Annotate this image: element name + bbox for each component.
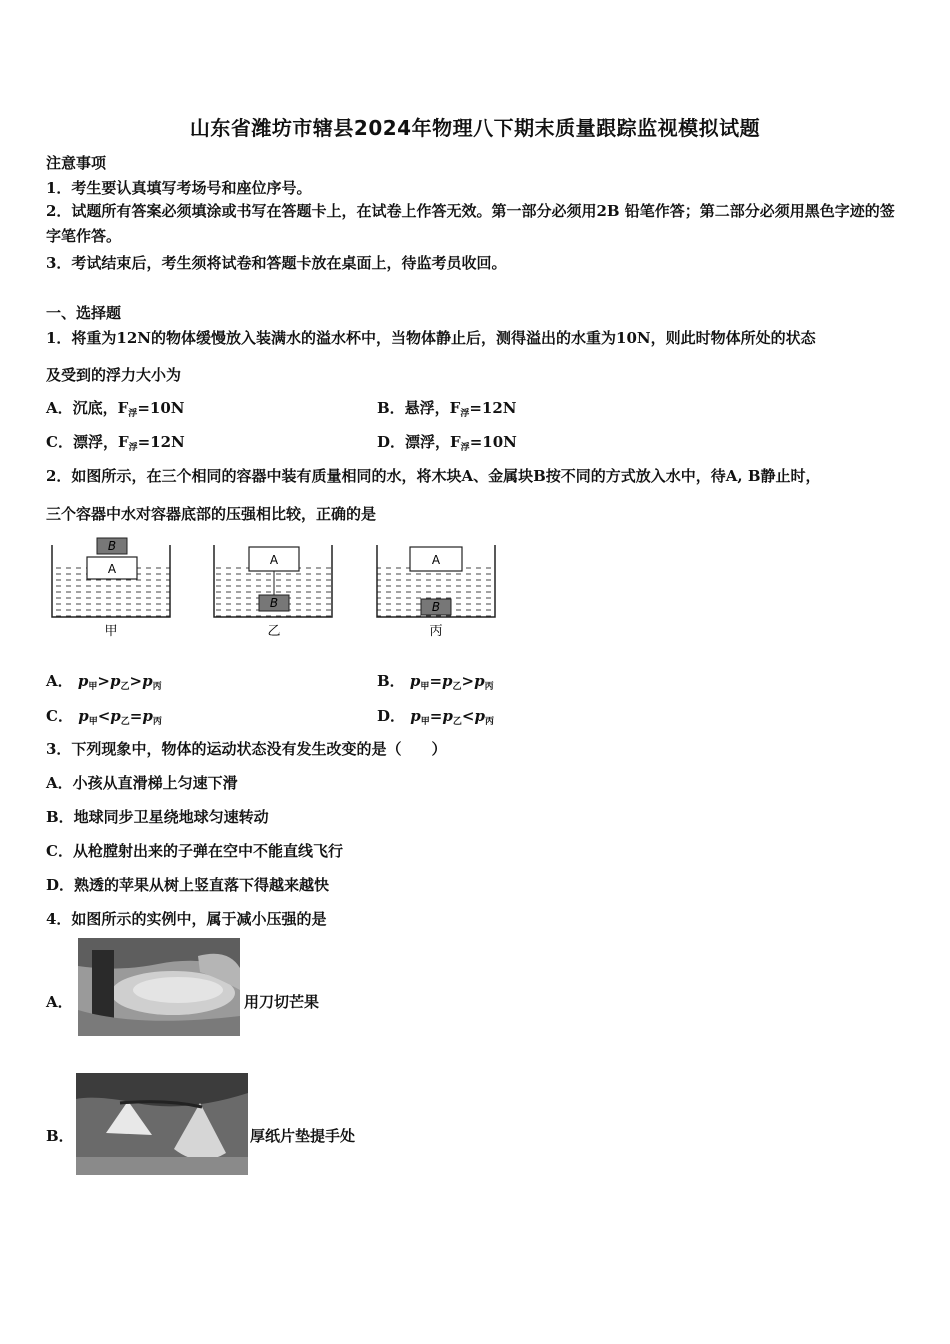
option-text: C．漂浮，F: [46, 433, 129, 451]
figure-label-yi: 乙: [267, 624, 281, 639]
subscript: 丙: [152, 682, 162, 692]
pressure-symbol: p: [109, 672, 121, 690]
subscript: 乙: [452, 717, 462, 727]
block-b-label: B: [269, 596, 279, 610]
option-letter: D．: [377, 707, 406, 725]
block-a-label: A: [269, 553, 279, 567]
q2-option-b[interactable]: [377, 670, 494, 692]
option-text: A．沉底，F: [46, 399, 129, 417]
option-text: =10N: [137, 399, 185, 417]
notice-heading: 注意事项: [46, 154, 107, 172]
notice-item-1: 1．考生要认真填写考场号和座位序号。: [46, 179, 312, 197]
q1-option-b[interactable]: [377, 397, 517, 419]
operator: >: [97, 672, 110, 690]
option-letter: B．: [377, 672, 405, 690]
operator: =: [129, 707, 143, 725]
block-b-label: B: [107, 539, 117, 553]
pressure-symbol: p: [442, 707, 453, 725]
container-figure: [45, 535, 505, 645]
option-text: =12N: [137, 433, 185, 451]
pressure-symbol: p: [474, 672, 485, 690]
figure-label-bing: 丙: [429, 624, 443, 639]
q1-stem-line1: 1．将重为12N的物体缓慢放入装满水的溢水杯中，当物体静止后，测得溢出的水重为10N，则此时物体所处的状态: [46, 329, 816, 347]
pressure-symbol: p: [142, 707, 153, 725]
option-text: D．漂浮，F: [377, 433, 461, 451]
pressure-symbol: p: [110, 707, 121, 725]
subscript: 丙: [484, 682, 494, 692]
q4-option-a-letter[interactable]: A．: [46, 993, 73, 1011]
pressure-symbol: p: [142, 672, 153, 690]
pressure-symbol: p: [409, 672, 421, 690]
subscript: 浮: [128, 443, 138, 453]
subscript: 丙: [484, 717, 494, 727]
subscript: 丙: [152, 717, 162, 727]
q2-option-a[interactable]: [46, 670, 162, 692]
pressure-symbol: p: [410, 707, 421, 725]
operator: >: [129, 672, 143, 690]
subscript: 浮: [460, 443, 470, 453]
operator: =: [429, 672, 443, 690]
q4-stem: 4．如图所示的实例中，属于减小压强的是: [46, 910, 327, 928]
option-text: B．悬浮，F: [377, 399, 461, 417]
pressure-symbol: p: [78, 707, 89, 725]
option-text: =12N: [469, 399, 517, 417]
operator: <: [461, 707, 475, 725]
subscript: 甲: [88, 682, 98, 692]
container-bing: [377, 545, 495, 639]
operator: >: [461, 672, 475, 690]
q2-option-d[interactable]: [377, 705, 494, 727]
notice-item-2: 2．试题所有答案必须填涂或书写在答题卡上，在试卷上作答无效。第一部分必须用2B 铅笔作答；第二部分必须用黑色字迹的签字笔作答。: [46, 202, 895, 245]
block-a-label: A: [431, 553, 441, 567]
pressure-symbol: p: [77, 672, 89, 690]
subscript: 浮: [128, 409, 138, 419]
container-jia: [52, 538, 170, 639]
option-text: =10N: [469, 433, 517, 451]
operator: =: [429, 707, 443, 725]
block-a-label: A: [107, 562, 117, 576]
operator: <: [97, 707, 111, 725]
subscript: 甲: [88, 717, 98, 727]
block-b-label: B: [431, 600, 441, 614]
section-heading: 一、选择题: [46, 304, 122, 322]
mango-knife-photo: [78, 938, 240, 1036]
q1-stem-line2: 及受到的浮力大小为: [46, 366, 182, 384]
subscript: 乙: [120, 717, 130, 727]
q1-option-c[interactable]: [46, 431, 185, 453]
q4-option-a-caption: 用刀切芒果: [244, 993, 320, 1011]
q1-option-a[interactable]: [46, 397, 184, 419]
subscript: 浮: [460, 409, 470, 419]
q3-option-c[interactable]: C．从枪膛射出来的子弹在空中不能直线飞行: [46, 842, 343, 860]
q3-option-a[interactable]: A．小孩从直滑梯上匀速下滑: [46, 774, 238, 792]
notice-item-3: 3．考试结束后，考生须将试卷和答题卡放在桌面上，待监考员收回。: [46, 254, 507, 272]
subscript: 乙: [452, 682, 462, 692]
q2-stem-line2: 三个容器中水对容器底部的压强相比较，正确的是: [46, 505, 377, 523]
subscript: 甲: [420, 682, 430, 692]
figure-label-jia: 甲: [104, 624, 118, 639]
q4-option-b-caption: 厚纸片垫提手处: [250, 1127, 356, 1145]
pressure-symbol: p: [442, 672, 453, 690]
paper-handle-photo: [76, 1073, 248, 1175]
subscript: 乙: [120, 682, 130, 692]
page-title: 山东省潍坊市辖县2024年物理八下期末质量跟踪监视模拟试题: [189, 116, 761, 140]
option-letter: A．: [46, 672, 73, 690]
pressure-symbol: p: [474, 707, 485, 725]
q3-option-b[interactable]: B．地球同步卫星绕地球匀速转动: [46, 808, 269, 826]
q4-option-b-letter[interactable]: B．: [46, 1127, 74, 1145]
option-letter: C．: [46, 707, 73, 725]
q3-stem: 3．下列现象中，物体的运动状态没有发生改变的是（ ）: [46, 740, 447, 758]
q1-option-d[interactable]: [377, 431, 517, 453]
subscript: 甲: [420, 717, 430, 727]
q2-option-c[interactable]: [46, 705, 162, 727]
container-yi: [214, 545, 332, 639]
q2-stem-line1: 2．如图所示，在三个相同的容器中装有质量相同的水，将木块A、金属块B按不同的方式放入水中，待A, B静止时，: [46, 467, 821, 485]
q3-option-d[interactable]: D．熟透的苹果从树上竖直落下得越来越快: [46, 876, 330, 894]
